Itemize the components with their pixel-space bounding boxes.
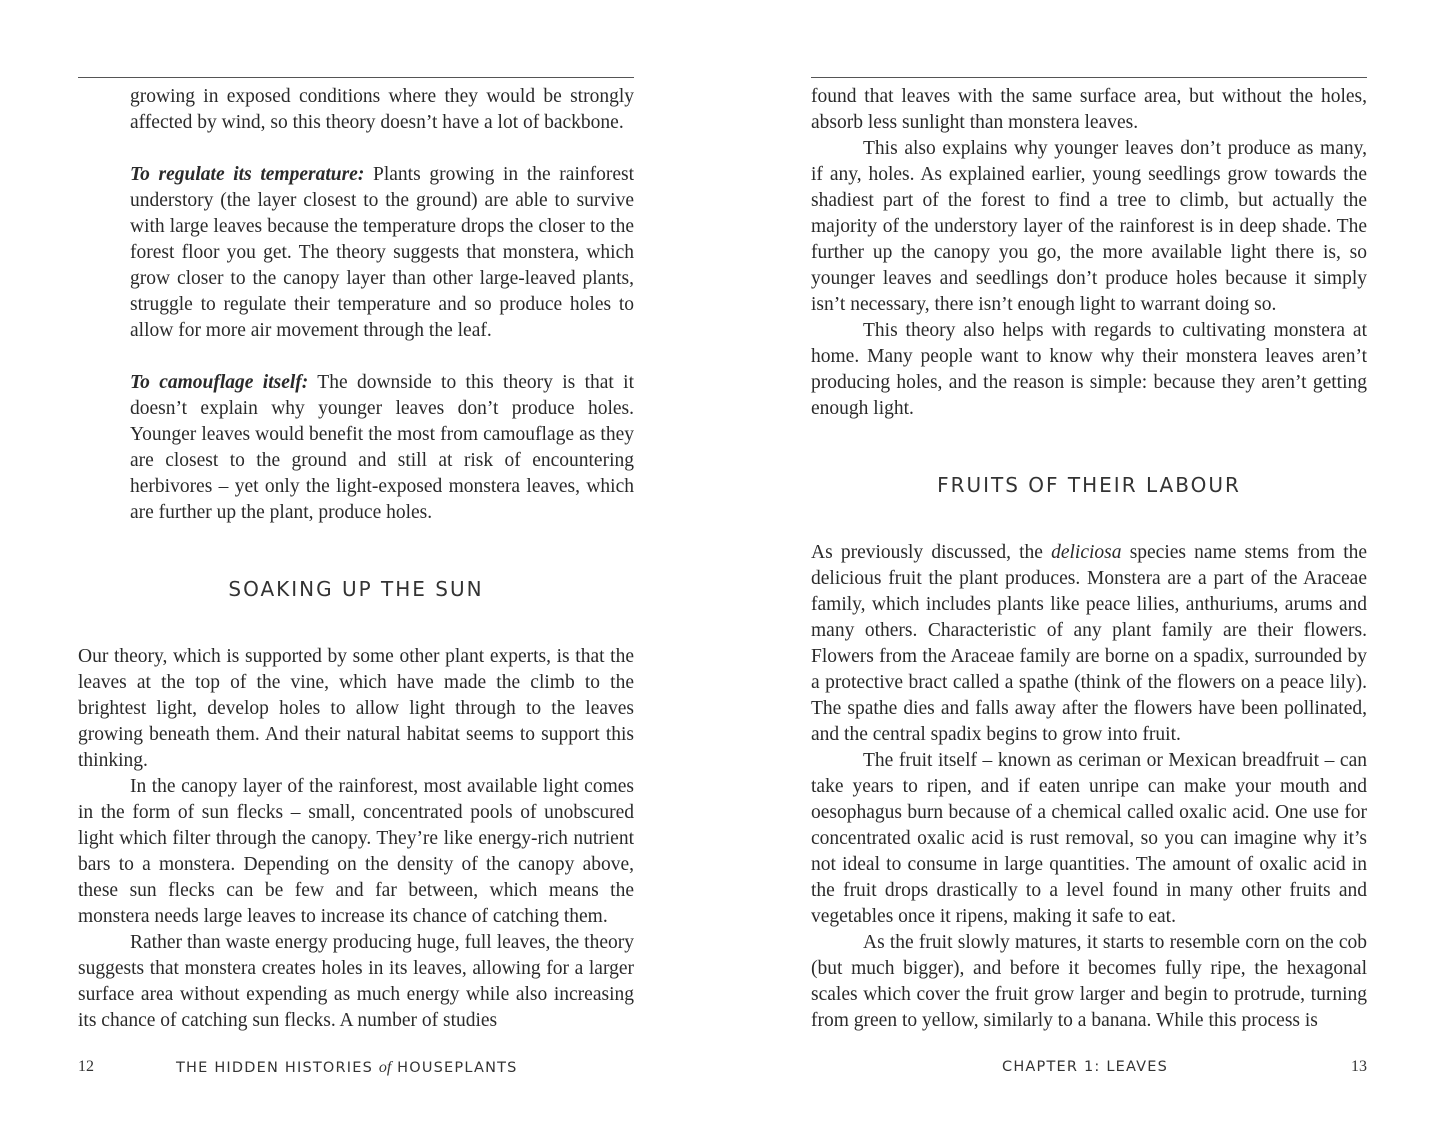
paragraph-body: species name stems from the delicious fruit the plant produces. Monstera are a part of the Araceae family, which includes plants like peace lilies, anthuriums, arums and many others. Characteristic of any plant family are their flowers. Flowers from the Araceae family are borne on a spadix, surrounded by a protective bract called a spathe (think of the flowers on a peace lily). The spathe dies and falls away after the flowers have been pollinated, and the central spadix begins to grow into fruit. xyxy=(811,542,1368,745)
page-footer xyxy=(78,1058,634,1082)
running-head xyxy=(176,1059,518,1077)
running-head-part: HOUSEPLANTS xyxy=(397,1060,518,1076)
section-heading: SOAKING UP THE SUN xyxy=(228,577,484,601)
paragraph-lead: To camouflage itself: xyxy=(130,372,309,393)
paragraph-body: Plants growing in the rainforest understory (the layer closest to the ground) are able to survive with large leaves because the temperature drops the closer to the forest floor you get. The theory suggests that monstera, which grow closer to the canopy layer than other large-leaved plants, struggle to regulate their temperature and so produce holes to allow for more air movement through the leaf. xyxy=(130,164,635,341)
paragraph: As the fruit slowly matures, it starts to resemble corn on the cob (but much bigger), and before it becomes fully ripe, the hexagonal scales which cover the fruit grow larger and begin to protrude, turning from green to yellow, similarly to a banana. While this process is xyxy=(811,932,1367,1031)
page-number: 13 xyxy=(1351,1058,1367,1075)
species-name: deliciosa xyxy=(1051,542,1122,563)
left-page-text xyxy=(78,84,634,1034)
running-head: CHAPTER 1: LEAVES xyxy=(1002,1059,1169,1075)
right-page-text xyxy=(811,84,1367,1034)
paragraph: found that leaves with the same surface area, but without the holes, absorb less sunlight than monstera leaves. xyxy=(811,86,1367,133)
paragraph: In the canopy layer of the rainforest, most available light comes in the form of sun flecks – small, concentrated pools of unobscured light which filter through the canopy. They’re like energy-rich nutrient bars to a monstera. Depending on the density of the canopy above, these sun flecks can be few and far between, which means the monstera needs large leaves to increase its chance of catching them. xyxy=(78,776,634,927)
running-head-part: THE HIDDEN HISTORIES xyxy=(176,1060,374,1076)
paragraph-prefix: As previously discussed, the xyxy=(811,542,1043,563)
section-heading: FRUITS OF THEIR LABOUR xyxy=(937,473,1241,497)
paragraph: Rather than waste energy producing huge, full leaves, the theory suggests that monstera creates holes in its leaves, allowing for a larger surface area without expending as much energy while also increasing its chance of catching sun flecks. A number of studies xyxy=(78,932,634,1031)
page-footer xyxy=(811,1058,1367,1082)
paragraph: Our theory, which is supported by some other plant experts, is that the leaves at the top of the vine, which have made the climb to the brightest light, develop holes to allow light through to the leaves growing beneath them. And their natural habitat seems to support this thinking. xyxy=(78,646,634,771)
paragraph xyxy=(130,370,634,526)
paragraph xyxy=(130,162,634,344)
paragraph: The fruit itself – known as ceriman or Mexican breadfruit – can take years to ripen, and if eaten unripe can make your mouth and oesophagus burn because of a chemical called oxalic acid. One use for concentrated oxalic acid is rust removal, so you can imagine why it’s not ideal to consume in large quantities. The amount of oxalic acid in the fruit drops drastically to a level found in many other fruits and vegetables once it ripens, making it safe to eat. xyxy=(811,750,1367,927)
paragraph-lead: To regulate its temperature: xyxy=(130,164,365,185)
top-rule xyxy=(78,77,634,78)
paragraph: This theory also helps with regards to cultivating monstera at home. Many people want to know why their monstera leaves aren’t producing holes, and the reason is simple: because they aren’t getting enough light. xyxy=(811,320,1367,419)
paragraph: growing in exposed conditions where they would be strongly affected by wind, so this theory doesn’t have a lot of backbone. xyxy=(130,86,634,133)
paragraph-body: The downside to this theory is that it doesn’t explain why younger leaves don’t produce holes. Younger leaves would benefit the most from camouflage as they are closest to the ground and still at risk of encountering herbivores – yet only the light-exposed monstera leaves, which are further up the plant, produce holes. xyxy=(130,372,634,523)
paragraph xyxy=(811,540,1367,748)
page-number: 12 xyxy=(78,1058,94,1075)
running-head-italic: of xyxy=(378,1059,392,1076)
top-rule xyxy=(811,77,1367,78)
paragraph: This also explains why younger leaves don’t produce as many, if any, holes. As explained earlier, young seedlings grow towards the shadiest part of the forest to find a tree to climb, but actually the majority of the understory layer of the rainforest is in deep shade. The further up the canopy you go, the more available light there is, so younger leaves and seedlings don’t produce holes because it simply isn’t necessary, there isn’t enough light to warrant doing so. xyxy=(811,138,1367,315)
